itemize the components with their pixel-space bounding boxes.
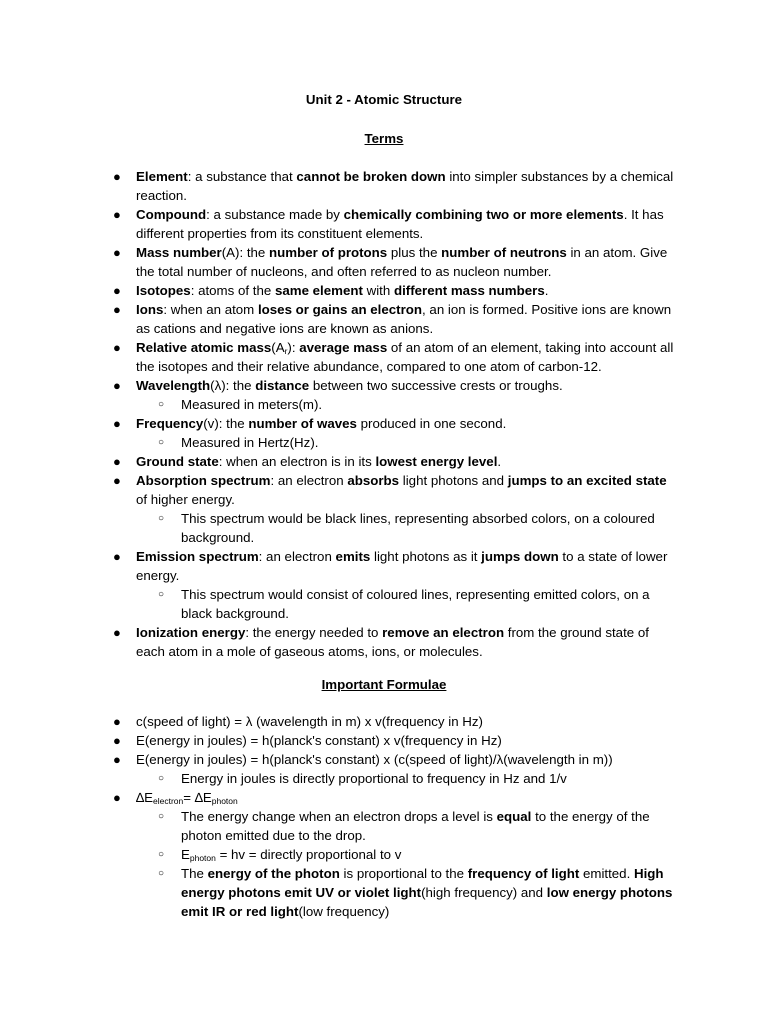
sub-list-item bbox=[158, 807, 681, 845]
body-text: c(speed of light) = λ (wavelength in m) x v(frequency in Hz) bbox=[136, 714, 483, 729]
body-text: of higher energy. bbox=[136, 492, 235, 507]
bold-term: Relative atomic mass bbox=[136, 340, 272, 355]
body-text: (high frequency) and bbox=[421, 885, 547, 900]
bullet-dot-icon: ● bbox=[113, 283, 121, 298]
bold-term: lowest energy level bbox=[375, 454, 498, 469]
bullet-circle-icon: ○ bbox=[158, 513, 165, 524]
bold-term: High energy photons emit UV or violet light bbox=[181, 866, 664, 900]
bullet-circle-icon: ○ bbox=[158, 437, 165, 448]
bullet-circle-icon: ○ bbox=[158, 399, 165, 410]
bullet-circle-icon: ○ bbox=[158, 773, 165, 784]
bold-term: Emission spectrum bbox=[136, 549, 259, 564]
sub-list-item bbox=[158, 769, 681, 788]
sub-list-item bbox=[158, 395, 681, 414]
body-text: The energy change when an electron drops a level is bbox=[181, 809, 497, 824]
bold-term: cannot be broken down bbox=[296, 169, 446, 184]
body-text: is proportional to the bbox=[339, 866, 468, 881]
body-text: This spectrum would be black lines, representing absorbed colors, on a coloured background. bbox=[181, 511, 655, 545]
bullet-dot-icon: ● bbox=[113, 473, 121, 488]
body-text: Measured in Hertz(Hz). bbox=[181, 435, 319, 450]
bold-term: Ground state bbox=[136, 454, 219, 469]
body-text: : atoms of the bbox=[190, 283, 275, 298]
list-item bbox=[113, 547, 681, 585]
list-item bbox=[113, 712, 681, 731]
body-text: : when an atom bbox=[163, 302, 258, 317]
body-text: (low frequency) bbox=[298, 904, 390, 919]
section-heading-formulae: Important Formulae bbox=[321, 677, 447, 692]
body-text: = hv = directly proportional to v bbox=[215, 847, 402, 862]
body-text: between two successive crests or troughs. bbox=[309, 378, 563, 393]
body-text: from the ground state of each atom in a mole of gaseous atoms, ions, or molecules. bbox=[136, 625, 649, 659]
bold-term: Isotopes bbox=[136, 283, 191, 298]
list-item bbox=[113, 243, 681, 281]
body-text: E bbox=[181, 847, 190, 862]
body-text: : an electron bbox=[270, 473, 348, 488]
sub-list-item bbox=[158, 864, 681, 921]
bold-term: Absorption spectrum bbox=[136, 473, 271, 488]
bold-term: Ionization energy bbox=[136, 625, 246, 640]
body-text: to the energy of the photon emitted due to the drop. bbox=[181, 809, 650, 843]
body-text: to a state of lower energy. bbox=[136, 549, 668, 583]
bold-term: jumps down bbox=[481, 549, 559, 564]
body-text: . bbox=[497, 454, 502, 469]
bullet-dot-icon: ● bbox=[113, 790, 121, 805]
sub-list-item bbox=[158, 845, 681, 864]
body-text: plus the bbox=[387, 245, 442, 260]
bullet-dot-icon: ● bbox=[113, 733, 121, 748]
body-text: (A bbox=[271, 340, 285, 355]
body-text: = ∆E bbox=[183, 790, 212, 805]
body-text: ∆E bbox=[136, 790, 154, 805]
subscript-text: electron bbox=[153, 796, 184, 806]
body-text: in an atom. Give the total number of nucleons, and often referred to as nucleon number. bbox=[136, 245, 668, 279]
body-text: Energy in joules is directly proportional to frequency in Hz and 1/v bbox=[181, 771, 567, 786]
bold-term: emits bbox=[335, 549, 371, 564]
bullet-dot-icon: ● bbox=[113, 378, 121, 393]
bullet-dot-icon: ● bbox=[113, 714, 121, 729]
bold-term: loses or gains an electron bbox=[257, 302, 423, 317]
bullet-dot-icon: ● bbox=[113, 454, 121, 469]
bold-term: jumps to an excited state bbox=[507, 473, 667, 488]
list-item bbox=[113, 623, 681, 661]
terms-list bbox=[0, 167, 768, 661]
body-text: This spectrum would consist of coloured lines, representing emitted colors, on a black background. bbox=[181, 587, 650, 621]
list-item bbox=[113, 731, 681, 750]
subscript-text: photon bbox=[211, 796, 238, 806]
body-text: E(energy in joules) = h(planck's constant) x v(frequency in Hz) bbox=[136, 733, 502, 748]
bold-term: low energy photons emit IR or red light bbox=[181, 885, 673, 919]
list-item bbox=[113, 205, 681, 243]
body-text: : a substance that bbox=[187, 169, 297, 184]
body-text: ): bbox=[287, 340, 300, 355]
body-text: : a substance made by bbox=[206, 207, 344, 222]
bullet-circle-icon: ○ bbox=[158, 849, 165, 860]
subscript-text: r bbox=[284, 346, 288, 356]
bullet-circle-icon: ○ bbox=[158, 589, 165, 600]
body-text: The bbox=[181, 866, 208, 881]
bullet-circle-icon: ○ bbox=[158, 868, 165, 879]
bullet-dot-icon: ● bbox=[113, 340, 121, 355]
bold-term: Ions bbox=[136, 302, 164, 317]
body-text: . It has different properties from its constituent elements. bbox=[136, 207, 664, 241]
sub-list-item bbox=[158, 585, 681, 623]
body-text: (λ): the bbox=[210, 378, 256, 393]
bold-term: distance bbox=[255, 378, 310, 393]
bold-term: same element bbox=[274, 283, 363, 298]
bullet-dot-icon: ● bbox=[113, 625, 121, 640]
bullet-dot-icon: ● bbox=[113, 549, 121, 564]
bullet-dot-icon: ● bbox=[113, 169, 121, 184]
bullet-dot-icon: ● bbox=[113, 416, 121, 431]
bold-term: energy of the photon bbox=[207, 866, 340, 881]
body-text: (A): the bbox=[221, 245, 270, 260]
bold-term: average mass bbox=[299, 340, 388, 355]
list-item bbox=[113, 338, 681, 376]
bold-term: Frequency bbox=[136, 416, 204, 431]
body-text: : an electron bbox=[258, 549, 336, 564]
list-item bbox=[113, 167, 681, 205]
formulae-list bbox=[0, 712, 768, 921]
body-text: , an ion is formed. Positive ions are known as cations and negative ions are known as anions. bbox=[136, 302, 672, 336]
bullet-dot-icon: ● bbox=[113, 752, 121, 767]
bold-term: absorbs bbox=[347, 473, 400, 488]
bullet-circle-icon: ○ bbox=[158, 811, 165, 822]
body-text: . bbox=[544, 283, 549, 298]
list-item bbox=[113, 300, 681, 338]
bold-term: Mass number bbox=[136, 245, 222, 260]
body-text: produced in one second. bbox=[356, 416, 507, 431]
body-text: with bbox=[362, 283, 394, 298]
body-text: light photons as it bbox=[370, 549, 482, 564]
bold-term: number of neutrons bbox=[441, 245, 567, 260]
body-text: : the energy needed to bbox=[245, 625, 383, 640]
body-text: : when an electron is in its bbox=[218, 454, 376, 469]
body-text: of an atom of an element, taking into account all the isotopes and their relative abundance, compared to one atom of carbon-12. bbox=[136, 340, 674, 374]
subscript-text: photon bbox=[189, 853, 216, 863]
bold-term: chemically combining two or more elements bbox=[343, 207, 624, 222]
list-item bbox=[113, 471, 681, 509]
sub-list-item bbox=[158, 433, 681, 452]
bold-term: Wavelength bbox=[136, 378, 211, 393]
bold-term: number of waves bbox=[248, 416, 357, 431]
body-text: into simpler substances by a chemical reaction. bbox=[136, 169, 674, 203]
bullet-dot-icon: ● bbox=[113, 245, 121, 260]
section-heading-terms: Terms bbox=[364, 131, 404, 146]
page-title: Unit 2 - Atomic Structure bbox=[305, 92, 463, 107]
list-item bbox=[113, 281, 681, 300]
bold-term: Compound bbox=[136, 207, 207, 222]
bold-term: different mass numbers bbox=[393, 283, 545, 298]
bold-term: frequency of light bbox=[467, 866, 580, 881]
list-item bbox=[113, 452, 681, 471]
bullet-dot-icon: ● bbox=[113, 207, 121, 222]
body-text: (v): the bbox=[203, 416, 249, 431]
list-item bbox=[113, 376, 681, 395]
list-item bbox=[113, 788, 681, 807]
body-text: emitted. bbox=[579, 866, 634, 881]
bold-term: equal bbox=[496, 809, 532, 824]
body-text: Measured in meters(m). bbox=[181, 397, 323, 412]
list-item bbox=[113, 750, 681, 769]
bold-term: Element bbox=[136, 169, 188, 184]
sub-list-item bbox=[158, 509, 681, 547]
bold-term: remove an electron bbox=[382, 625, 505, 640]
bullet-dot-icon: ● bbox=[113, 302, 121, 317]
list-item bbox=[113, 414, 681, 433]
body-text: E(energy in joules) = h(planck's constant) x (c(speed of light)/λ(wavelength in m)) bbox=[136, 752, 613, 767]
bold-term: number of protons bbox=[269, 245, 388, 260]
body-text: light photons and bbox=[399, 473, 508, 488]
